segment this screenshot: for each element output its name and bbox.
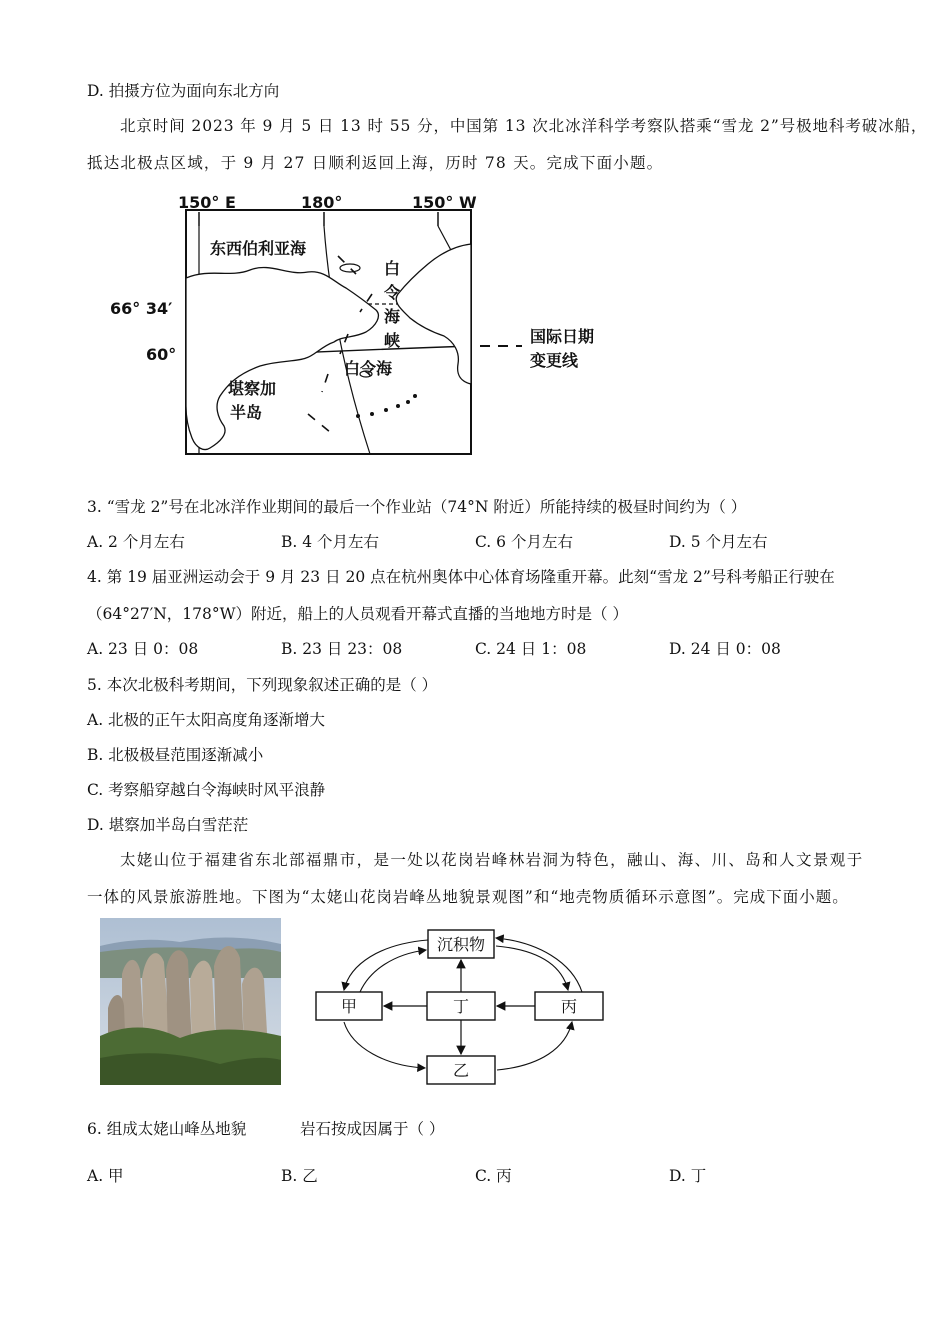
- intro1-line2: 抵达北极点区域，于 9 月 27 日顺利返回上海，历时 78 天。完成下面小题。: [87, 154, 664, 172]
- q5-option-b: B. 北极极昼范围逐渐减小: [87, 746, 264, 764]
- q6-option-a: A. 甲: [87, 1167, 124, 1185]
- intro1-line1: 北京时间 2023 年 9 月 5 日 13 时 55 分，中国第 13 次北冰洋科学考察队搭乘“雪龙 2”号极地科考破冰船，: [120, 117, 928, 135]
- q6-option-d: D. 丁: [669, 1167, 707, 1185]
- map-lon-180: 180°: [301, 193, 343, 212]
- q5-stem: 5. 本次北极科考期间，下列现象叙述正确的是（ ）: [87, 676, 438, 694]
- bering-strait-char-4: 峡: [384, 331, 401, 350]
- q3-option-a: A. 2 个月左右: [87, 533, 185, 551]
- q4-stem-line2: （64°27′N，178°W）附近，船上的人员观看开幕式直播的当地地方时是（ ）: [87, 605, 628, 623]
- granite-peak-photo: [100, 918, 281, 1085]
- map-lon-150e: 150° E: [178, 193, 236, 212]
- map-lat-60: 60°: [146, 345, 177, 364]
- map-lon-150w: 150° W: [412, 193, 477, 212]
- label-jia: 甲: [340, 997, 358, 1016]
- q6-stem-part1: 6. 组成太姥山峰丛地貌: [87, 1120, 247, 1138]
- label-bing: 丙: [560, 997, 578, 1016]
- america-coast: [396, 244, 471, 384]
- prev-option-d: D. 拍摄方位为面向东北方向: [87, 82, 280, 100]
- map-lat-66: 66° 34′: [110, 299, 173, 318]
- q4-option-d: D. 24 日 0：08: [669, 640, 781, 658]
- kamchatka-line1: 堪察加: [228, 379, 277, 398]
- q4-option-a: A. 23 日 0：08: [87, 640, 199, 658]
- label-ding: 丁: [452, 997, 470, 1016]
- east-siberian-sea: 东西伯利亚海: [210, 239, 307, 258]
- legend-label-2: 变更线: [530, 351, 579, 370]
- label-yi: 乙: [452, 1061, 470, 1080]
- intro2-line2: 一体的风景旅游胜地。下图为“太姥山花岗岩峰丛地貌景观图”和“地壳物质循环示意图”。完成下面小题。: [87, 888, 849, 906]
- q3-option-b: B. 4 个月左右: [281, 533, 380, 551]
- rock-cycle-diagram: [310, 926, 610, 1088]
- bering-strait-char-3: 海: [384, 307, 401, 326]
- legend-label-1: 国际日期: [530, 327, 595, 346]
- bering-strait-map: [110, 186, 620, 458]
- bering-strait-char-2: 令: [384, 283, 401, 302]
- q4-stem-line1: 4. 第 19 届亚洲运动会于 9 月 23 日 20 点在杭州奥体中心体育场隆重开幕。此刻“雪龙 2”号科考船正行驶在: [87, 568, 835, 586]
- bering-sea: 白令海: [344, 359, 393, 378]
- q3-stem: 3. “雪龙 2”号在北冰洋作业期间的最后一个作业站（74°N 附近）所能持续的极昼时间约为（ ）: [87, 498, 747, 516]
- q6-stem-part2: 岩石按成因属于（ ）: [300, 1120, 445, 1138]
- intro2-line1: 太姥山位于福建省东北部福鼎市，是一处以花岗岩峰林岩洞为特色，融山、海、川、岛和人文景观于: [120, 851, 864, 869]
- q5-option-c: C. 考察船穿越白令海峡时风平浪静: [87, 781, 326, 799]
- q6-option-c: C. 丙: [475, 1167, 512, 1185]
- q3-option-d: D. 5 个月左右: [669, 533, 768, 551]
- q4-option-c: C. 24 日 1：08: [475, 640, 587, 658]
- kamchatka-line2: 半岛: [230, 403, 263, 422]
- bering-strait-char-1: 白: [384, 259, 401, 278]
- q5-option-d: D. 堪察加半岛白雪茫茫: [87, 816, 249, 834]
- q6-option-b: B. 乙: [281, 1167, 318, 1185]
- q5-option-a: A. 北极的正午太阳高度角逐渐增大: [87, 711, 326, 729]
- q4-option-b: B. 23 日 23：08: [281, 640, 403, 658]
- q3-option-c: C. 6 个月左右: [475, 533, 573, 551]
- label-sediment: 沉积物: [436, 935, 486, 954]
